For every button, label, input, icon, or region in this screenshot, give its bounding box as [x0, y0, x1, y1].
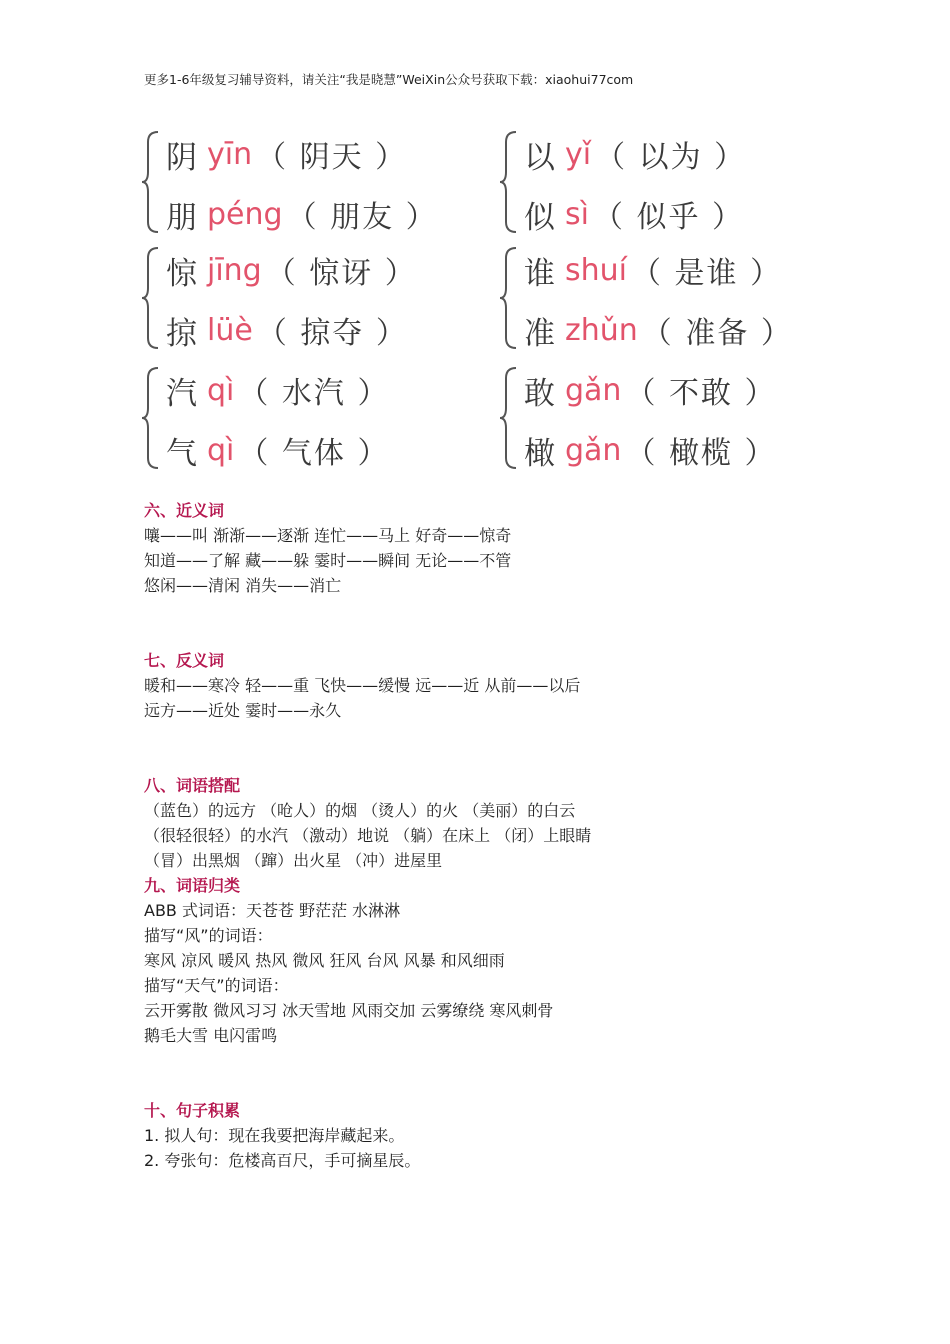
polyphone-word: （ 似乎 ） — [592, 200, 745, 235]
text-line: ABB 式词语：天苍苍 野茫茫 水淋淋 — [144, 901, 401, 920]
section-antonyms — [144, 648, 844, 723]
polyphone-word: （ 橄榄 ） — [625, 436, 777, 471]
polyphone-group — [140, 360, 440, 476]
polyphone-char: 橄 — [524, 435, 555, 472]
polyphone-row — [166, 246, 417, 294]
text-line: 2. 夸张句：危楼高百尺，手可摘星辰。 — [144, 1151, 421, 1170]
polyphone-word: （ 惊讶 ） — [265, 256, 417, 291]
polyphone-char: 敢 — [524, 375, 555, 412]
brace-icon — [140, 246, 162, 350]
text-line: 描写“风”的词语： — [144, 926, 273, 945]
text-line: （蓝色）的远方 （呛人）的烟 （烫人）的火 （美丽）的白云 — [144, 801, 576, 820]
polyphone-row — [524, 426, 777, 474]
polyphone-row — [166, 426, 389, 474]
section-title: 九、词语归类 — [144, 876, 241, 895]
text-line: （很轻很轻）的水汽 （激动）地说 （躺）在床上 （闭）上眼睛 — [144, 826, 592, 845]
section-title: 六、近义词 — [144, 501, 225, 520]
brace-icon — [140, 366, 162, 470]
polyphone-char: 掠 — [166, 315, 197, 352]
polyphone-pinyin: qì — [207, 372, 235, 408]
text-line: 嚷——叫 渐渐——逐渐 连忙——马上 好奇——惊奇 — [144, 526, 512, 545]
polyphone-char: 阴 — [166, 139, 197, 176]
section-classification — [144, 873, 844, 1048]
text-line: 远方——近处 霎时——永久 — [144, 701, 342, 720]
polyphone-row — [166, 306, 408, 354]
polyphone-group — [140, 124, 440, 240]
text-line: 寒风 凉风 暖风 热风 微风 狂风 台风 风暴 和风细雨 — [144, 951, 505, 970]
polyphone-word: （ 朋友 ） — [286, 200, 438, 235]
polyphone-word: （ 以为 ） — [595, 140, 747, 175]
brace-icon — [498, 366, 520, 470]
polyphone-pinyin: shuí — [565, 252, 627, 288]
text-line: 1. 拟人句：现在我要把海岸藏起来。 — [144, 1126, 405, 1145]
polyphone-char: 朋 — [166, 199, 197, 236]
header-notice: 更多1-6年级复习辅导资料，请关注“我是晓慧”WeiXin公众号获取下载：xiaohui77com — [144, 72, 634, 87]
polyphone-word: （ 气体 ） — [238, 436, 390, 471]
polyphone-row — [524, 366, 777, 414]
polyphone-char: 似 — [524, 199, 555, 236]
polyphone-pinyin: yīn — [207, 136, 253, 172]
section-title: 七、反义词 — [144, 651, 225, 670]
polyphone-pinyin: zhǔn — [565, 312, 638, 348]
polyphone-row — [524, 306, 793, 354]
polyphone-pinyin: sì — [565, 196, 589, 232]
word-sections — [144, 498, 844, 1173]
polyphone-row — [524, 130, 746, 178]
polyphone-row — [166, 366, 389, 414]
polyphone-word: （ 不敢 ） — [625, 376, 777, 411]
polyphone-table — [140, 124, 793, 480]
polyphone-pinyin: qì — [207, 432, 235, 468]
section-collocation — [144, 773, 844, 873]
polyphone-char: 以 — [524, 139, 555, 176]
polyphone-group — [498, 240, 798, 356]
polyphone-char: 汽 — [166, 375, 197, 412]
polyphone-group — [498, 360, 798, 476]
brace-icon — [498, 246, 520, 350]
polyphone-row — [524, 246, 782, 294]
polyphone-pinyin: yǐ — [565, 136, 592, 172]
polyphone-group — [498, 124, 798, 240]
polyphone-pinyin: jīng — [207, 252, 262, 288]
section-title: 十、句子积累 — [144, 1101, 241, 1120]
section-title: 八、词语搭配 — [144, 776, 241, 795]
text-line: 悠闲——清闲 消失——消亡 — [144, 576, 342, 595]
polyphone-word: （ 水汽 ） — [238, 376, 390, 411]
polyphone-pinyin: gǎn — [565, 432, 622, 468]
polyphone-row — [166, 130, 407, 178]
section-synonyms — [144, 498, 844, 598]
polyphone-char: 准 — [524, 315, 555, 352]
polyphone-word: （ 准备 ） — [641, 316, 793, 351]
text-line: 云开雾散 微风习习 冰天雪地 风雨交加 云雾缭绕 寒风刺骨 — [144, 1001, 554, 1020]
polyphone-char: 气 — [166, 435, 197, 472]
section-sentences — [144, 1098, 844, 1173]
polyphone-row — [166, 190, 438, 238]
polyphone-group — [140, 240, 440, 356]
brace-icon — [498, 130, 520, 234]
polyphone-word: （ 阴天 ） — [256, 140, 408, 175]
text-line: 鹅毛大雪 电闪雷鸣 — [144, 1026, 278, 1045]
polyphone-pinyin: lüè — [207, 312, 253, 348]
text-line: 描写“天气”的词语： — [144, 976, 289, 995]
text-line: 知道——了解 藏——躲 霎时——瞬间 无论——不管 — [144, 551, 512, 570]
text-line: 暖和——寒冷 轻——重 飞快——缓慢 远——近 从前——以后 — [144, 676, 581, 695]
text-line: （冒）出黑烟 （蹿）出火星 （冲）进屋里 — [144, 851, 443, 870]
polyphone-word: （ 掠夺 ） — [256, 316, 408, 351]
brace-icon — [140, 130, 162, 234]
polyphone-row — [524, 190, 744, 238]
polyphone-word: （ 是谁 ） — [631, 256, 783, 291]
polyphone-char: 惊 — [166, 255, 197, 292]
polyphone-pinyin: gǎn — [565, 372, 622, 408]
polyphone-pinyin: péng — [207, 196, 283, 232]
polyphone-char: 谁 — [524, 255, 555, 292]
